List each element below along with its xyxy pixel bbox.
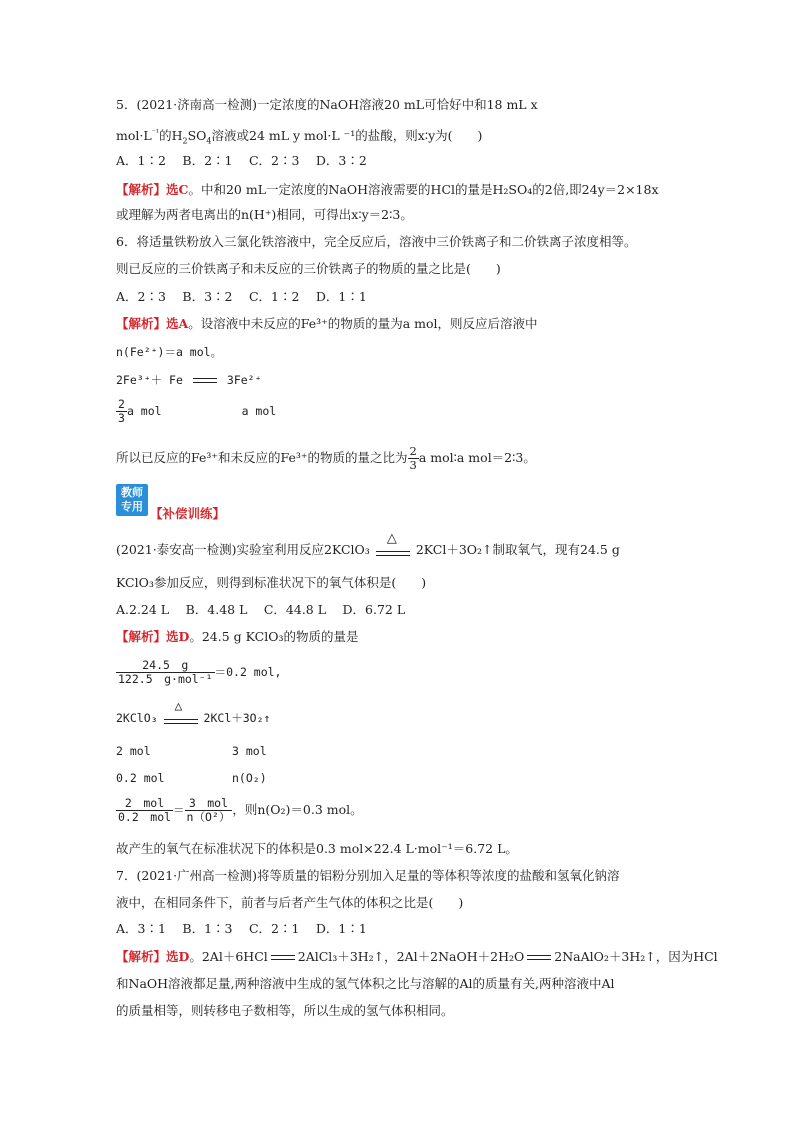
q6-line2: 则已反应的三价铁离子和未反应的三价铁离子的物质的量之比是( ) bbox=[116, 261, 501, 276]
q6-options: A．2∶3 B．3∶2 C．1∶2 D．1∶1 bbox=[116, 289, 367, 304]
q6-concl-a: 所以已反应的Fe³⁺和未反应的Fe³⁺的物质的量之比为 bbox=[116, 450, 408, 465]
q6-analysis-line1 bbox=[116, 315, 538, 333]
supp-rx-left: 2KClO₃ bbox=[116, 711, 158, 725]
q6-conclusion bbox=[116, 445, 536, 472]
supp-line2: KClO₃参加反应，则得到标准状况下的氧气体积是( ) bbox=[116, 575, 427, 590]
q6-amol1: a mol bbox=[126, 404, 162, 418]
q5-line1: 5．(2021·济南高一检测)一定浓度的NaOH溶液20 mL可恰好中和18 mL x bbox=[116, 97, 538, 112]
q5-jiexi-tag: 【解析】 bbox=[116, 182, 167, 197]
q5-l2-g: 溶液或24 mL y mol·L ⁻¹的盐酸，则x∶y为( ) bbox=[211, 128, 483, 144]
supp-f1-rest: ＝0.2 mol, bbox=[214, 665, 282, 679]
q5-l2-b: ⁻¹ bbox=[151, 128, 160, 137]
supp-line1 bbox=[116, 530, 620, 560]
supp-f2-num2: 3 mol bbox=[185, 797, 233, 811]
q6-amol2: a mol bbox=[241, 404, 277, 418]
teacher-use-badge bbox=[116, 484, 148, 516]
q5-l2-e: SO bbox=[187, 128, 207, 144]
supp-f2-rest: ，则n(O₂)＝0.3 mol。 bbox=[232, 802, 363, 817]
supp-reaction bbox=[116, 698, 271, 728]
supp-ratio-row2 bbox=[116, 769, 267, 787]
supp-options: A.2.24 L B．4.48 L C．44.8 L D．6.72 L bbox=[116, 602, 406, 617]
supp-tag: 【补偿训练】 bbox=[150, 506, 226, 521]
supp-r1b: 3 mol bbox=[232, 744, 267, 758]
supp-r2a: 0.2 mol bbox=[116, 771, 165, 785]
q6-answer: 选A bbox=[166, 316, 189, 331]
q7-eq-sign2 bbox=[527, 955, 551, 960]
q5-l2-a: mol·L bbox=[116, 128, 152, 144]
q7-ans-a: 。2Al＋6HCl bbox=[189, 949, 268, 964]
q7-ans-c: 2NaAlO₂＋3H₂↑，因为HCl bbox=[554, 949, 718, 964]
q6-jiexi-tag: 【解析】 bbox=[116, 316, 167, 331]
q5-analysis-text: 。中和20 mL一定浓度的NaOH溶液需要的HCl的量是H₂SO₄的2倍,即24y＝2×18x bbox=[188, 182, 659, 197]
q5-l2-c: 的H bbox=[159, 128, 183, 144]
supp-ratio-row1 bbox=[116, 742, 267, 760]
q5-answer: 选C bbox=[166, 182, 189, 197]
badge-line1: 教师 bbox=[121, 486, 143, 499]
q6-eq-sign bbox=[193, 378, 217, 383]
supp-frac1 bbox=[116, 659, 215, 686]
supp-f1-num: 24.5 g bbox=[116, 659, 215, 673]
q6-n-line: n(Fe²⁺)＝a mol。 bbox=[116, 345, 223, 359]
q7-jiexi-tag: 【解析】 bbox=[116, 949, 167, 964]
q6-line1: 6．将适量铁粉放入三氯化铁溶液中，完全反应后，溶液中三价铁离子和二价铁离子浓度相等。 bbox=[116, 234, 637, 249]
supp-f1-den: 122.5 g·mol⁻¹ bbox=[118, 672, 213, 686]
q7-analysis-line3: 的质量相等，则转移电子数相等，所以生成的氢气体积相同。 bbox=[116, 1003, 454, 1018]
badge-line2: 专用 bbox=[121, 500, 143, 513]
supp-frac1-line bbox=[116, 659, 281, 686]
q6-concl-frac-num: 2 bbox=[409, 444, 417, 458]
q6-concl-b: a mol∶a mol＝2∶3。 bbox=[418, 450, 536, 465]
supp-frac2b bbox=[185, 797, 233, 824]
supp-answer: 选D bbox=[166, 629, 190, 644]
supp-rx-heat: △ bbox=[174, 698, 183, 714]
q5-l2-d: 2 bbox=[182, 136, 188, 146]
supp-l1-a: (2021·泰安高一检测)实验室利用反应2KClO₃ bbox=[116, 542, 370, 557]
q6-stoich-line bbox=[116, 398, 276, 425]
supp-heat-sign bbox=[376, 530, 410, 560]
supp-f2-num1: 2 mol bbox=[116, 797, 173, 811]
supp-rx-sign bbox=[164, 698, 198, 728]
supp-heat-symbol: △ bbox=[386, 530, 397, 546]
supp-analysis-line1 bbox=[116, 628, 358, 646]
q7-eq-sign1 bbox=[271, 955, 295, 960]
q7-ans-b: 2AlCl₃＋3H₂↑，2Al＋2NaOH＋2H₂O bbox=[297, 949, 525, 964]
supp-r2b: n(O₂) bbox=[232, 771, 267, 785]
q7-line2: 液中，在相同条件下，前者与后者产生气体的体积之比是( ) bbox=[116, 895, 464, 910]
q6-concl-frac-den: 3 bbox=[409, 458, 417, 472]
supp-r1a: 2 mol bbox=[116, 744, 151, 758]
q6-equation bbox=[116, 371, 262, 389]
q7-line1: 7．(2021·广州高一检测)将等质量的铝粉分别加入足量的等体积等浓度的盐酸和氢氧化钠溶 bbox=[116, 868, 620, 883]
q6-fraction bbox=[116, 398, 127, 425]
q5-l2-f: 4 bbox=[206, 136, 212, 146]
supp-jiexi-tag: 【解析】 bbox=[116, 629, 167, 644]
q5-analysis-line2: 或理解为两者电离出的n(H⁺)相同，可得出x∶y＝2∶3。 bbox=[116, 207, 413, 222]
q5-options: A．1∶2 B．2∶1 C．2∶3 D．3∶2 bbox=[116, 153, 367, 168]
q7-options: A．3∶1 B．1∶3 C．2∶1 D．1∶1 bbox=[116, 921, 367, 936]
q6-eq-left: 2Fe³⁺＋ Fe bbox=[116, 373, 183, 387]
supp-f2-den2: n（O²） bbox=[186, 810, 231, 824]
supp-frac2-line: $\frac{\text{2 mol}}{\text{0.2 mol}}$ ＝ $\frac{\text{3 mol}}{\text{n（O²）}}$ ，则n(O₂)＝0.3 mol。 bbox=[118, 796, 363, 824]
q6-concl-frac bbox=[408, 445, 419, 472]
q6-analysis-text: 。设溶液中未反应的Fe³⁺的物质的量为a mol，则反应后溶液中 bbox=[188, 316, 538, 331]
supp-frac2a bbox=[116, 797, 173, 824]
q7-analysis-line1 bbox=[116, 948, 718, 966]
q6-frac-num: 2 bbox=[118, 397, 125, 411]
supp-f2-den1: 0.2 mol bbox=[118, 810, 172, 824]
q5-analysis-line1 bbox=[116, 181, 659, 199]
supp-rx-right: 2KCl＋3O₂↑ bbox=[203, 711, 271, 725]
q7-answer: 选D bbox=[166, 949, 190, 964]
supp-analysis-text: 。24.5 g KClO₃的物质的量是 bbox=[189, 629, 359, 644]
q5-line2 bbox=[116, 124, 482, 151]
supp-final: 故产生的氧气在标准状况下的体积是0.3 mol×22.4 L·mol⁻¹＝6.72 L。 bbox=[116, 841, 518, 856]
q6-eq-right: 3Fe²⁺ bbox=[226, 373, 262, 387]
q6-frac-den: 3 bbox=[118, 411, 125, 425]
supp-l1-b: 2KCl＋3O₂↑制取氧气，现有24.5 g bbox=[415, 542, 620, 557]
q7-analysis-line2: 和NaOH溶液都足量,两种溶液中生成的氢气体积之比与溶解的Al的质量有关,两种溶液中Al bbox=[116, 976, 615, 991]
